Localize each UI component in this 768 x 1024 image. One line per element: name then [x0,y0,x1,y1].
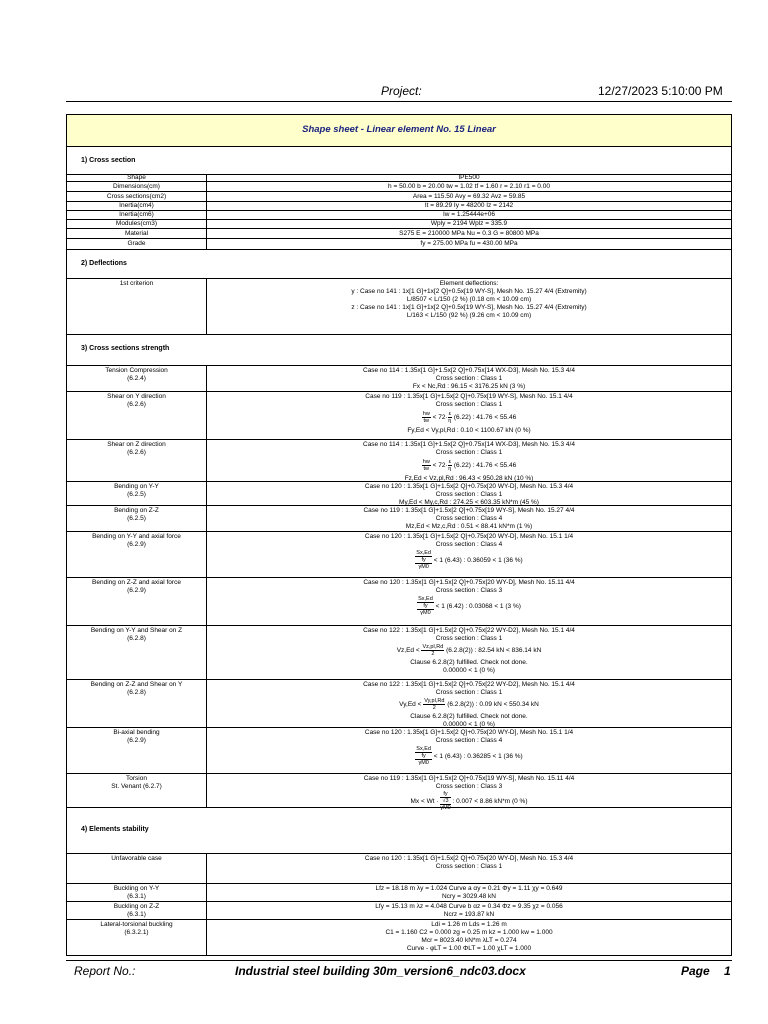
table-row [67,392,731,440]
row-label-ref: (6.2.8) [127,689,146,696]
shear-formula [207,697,731,713]
fraction-numerator: Sx,Ed [416,550,431,557]
document-name: Industrial steel building 30m_version6_ndc03.docx [235,964,526,978]
row-value [207,506,731,531]
row-label: Material [67,229,207,238]
row-value: It = 89.29 Iy = 48200 Iz = 2142 [424,202,514,209]
table-row [67,920,731,956]
row-label-line: Lateral-torsional buckling [100,921,173,928]
row-label-ref: (6.2.6) [127,449,146,456]
stability-line: Case no 120 : 1.35x[1 G]+1.5x[2 Q]+0.75x[20 WY-D], Mesh No. 15.3 4/4 [364,855,574,862]
row-label-line: Bending on Z-Z and Shear on Y [90,681,183,688]
formula-result: (6.22) : 41.76 < 55.46 [453,462,517,469]
footer-rule [66,960,732,961]
deflections-table [67,279,731,335]
section-heading: 2) Deflections [81,260,127,267]
row-label-line: Bending on Y-Y and Shear on Z [90,627,183,634]
section-class: Cross section : Class 4 [435,737,503,744]
sheet-title-bar [67,115,731,147]
row-value: IPE500 [458,174,480,181]
row-label: Modules(cm3) [67,220,207,228]
row-label-ref: (6.3.2.1) [124,929,149,936]
fraction-numerator: ε [448,458,452,465]
table-row [67,440,731,482]
fraction-denominator: η [448,465,452,472]
row-value: Area = 115.50 Avy = 69.32 Avz = 59.85 [412,193,526,200]
row-label-ref: (6.2.5) [127,515,146,522]
header-rule [66,101,732,102]
table-row [67,902,731,920]
formula-lead: Vy,Ed < [399,701,422,708]
deflection-line: y : Case no 141 : 1x[1 G]+1x[2 Q]+0.5x[19 WY-S], Mesh No. 15.27 4/4 (Extremity) [351,288,587,295]
table-row [67,884,731,902]
deflection-line: L/8507 < L/150 (2 %) (0.18 cm < 10.09 cm) [406,296,532,303]
row-value [207,366,731,391]
table-row [67,532,731,578]
check-result: Fx < Nc,Rd : 96.15 < 3176.25 kN (3 %) [412,383,526,390]
slenderness-formula [207,457,731,475]
page-number: 1 [724,964,731,978]
load-case: Case no 119 : 1.35x[1 G]+1.5x[2 Q]+0.75x[19 WY-S], Mesh No. 15.11 4/4 [363,775,575,782]
formula-operator: < 72· [432,462,448,469]
section-heading: 1) Cross section [81,157,136,164]
check-result: Mz,Ed < Mz,c,Rd : 0.51 < 88.41 kN*m (1 %) [405,523,533,530]
stress-formula [207,595,731,619]
row-value: S275 E = 210000 MPa Nu = 0.3 G = 80800 MPa [399,230,539,237]
row-value [207,578,731,625]
fraction [422,459,431,472]
formula-result: (6.2.8(2)) : 0.09 kN < 550.34 kN [447,701,539,708]
stress-formula [207,549,731,573]
check-ratio: 0.00000 < 1 (0 %) [443,721,495,728]
table-row [67,728,731,774]
fraction-denominator: 2 [432,704,436,711]
stability-line: Lfz = 18.18 m λy = 1.024 Curve a αy = 0.21 Φy = 1.11 χy = 0.649 [375,885,563,892]
section-class: Cross section : Class 3 [435,587,503,594]
check-result: Fz,Ed < Vz,pl,Rd : 96.43 < 950.28 kN (10 %) [404,475,534,482]
load-case: Case no 119 : 1.35x[1 G]+1.5x[2 Q]+0.75x[19 WY-S], Mesh No. 15.1 4/4 [365,393,573,400]
load-case: Case no 114 : 1.35x[1 G]+1.5x[2 Q]+0.75x[14 WX-D3], Mesh No. 15.3 4/4 [363,367,575,374]
section-heading: 4) Elements stability [81,826,149,833]
row-value [207,680,731,727]
fraction-denominator: γM0 [440,805,451,812]
row-label [67,854,207,883]
load-case: Case no 120 : 1.35x[1 G]+1.5x[2 Q]+0.75x[20 WY-D], Mesh No. 15.3 4/4 [364,483,574,490]
row-label-ref: (6.2.4) [127,375,146,382]
row-label [67,626,207,679]
row-label-line: Buckling on Y-Y [113,885,160,892]
row-label-ref: (6.2.8) [127,635,146,642]
row-label-ref: (6.3.1) [127,893,146,900]
row-label-ref: St. Venant (6.2.7) [111,783,162,790]
row-label-line: Buckling on Z-Z [113,903,160,910]
section-header-strength [67,335,731,366]
row-label: Shape [67,175,207,181]
fraction-numerator: hw [422,458,430,465]
row-label [67,728,207,773]
row-value [207,482,731,505]
table-row [67,211,731,220]
stability-line: Cross section : Class 1 [435,863,503,870]
row-label [67,366,207,391]
row-label-line: Shear on Z direction [107,441,166,448]
fraction-numerator: fy [440,791,450,798]
fraction [422,411,431,424]
table-row [67,774,731,812]
section-heading: 3) Cross sections strength [81,345,170,352]
row-value [207,902,731,919]
section-class: Cross section : Class 4 [435,515,503,522]
row-label-line: Bending on Z-Z [114,507,159,514]
section-class: Cross section : Class 4 [435,541,503,548]
check-note: Clause 6.2.8(2) fulfilled. Check not done. [410,659,528,666]
row-label-ref: (6.3.1) [127,911,146,918]
deflection-values [207,279,731,335]
fraction-numerator: hw [422,410,430,417]
check-note: Clause 6.2.8(2) fulfilled. Check not done. [410,713,528,720]
section-class: Cross section : Class 1 [435,375,503,382]
section-header-cross-section [67,147,731,175]
row-label [67,884,207,901]
row-label [67,578,207,625]
fraction [448,411,452,424]
fraction-middle: fy [415,753,432,760]
page-label: Page [681,964,710,978]
table-row [67,229,731,239]
formula-result: (6.2.8(2)) : 82.54 kN < 836.14 kN [446,647,542,654]
fraction-denominator: tw [423,417,430,424]
deflection-line: Element deflections: [439,280,499,287]
row-value: Wply = 2194 Wplz = 335.9 [430,220,508,227]
row-label [67,774,207,808]
row-label-line: Tension Compression [105,367,168,374]
row-label-line: Bending on Z-Z and axial force [92,579,181,586]
stability-line: C1 = 1.160 C2 = 0.000 zg = 0.25 m kz = 1.000 kw = 1.000 [385,929,553,936]
row-label-line: Bending on Y-Y [114,483,159,490]
row-label [67,506,207,531]
strength-table [67,366,731,812]
table-row [67,192,731,202]
row-label [67,920,207,956]
row-label [67,680,207,727]
fraction-middle: fy [417,603,434,610]
table-row [67,482,731,506]
row-value [207,728,731,773]
row-label-line: Bi-axial bending [113,729,160,736]
section-class: Cross section : Class 3 [435,783,503,790]
row-label-ref: (6.2.9) [127,541,146,548]
row-value: Iw = 1.25444e+06 [442,211,496,218]
formula-result: (6.22) : 41.76 < 55.46 [453,414,517,421]
row-value [207,854,731,883]
table-row [67,680,731,728]
section-class: Cross section : Class 1 [435,491,503,498]
slenderness-formula [207,409,731,427]
load-case: Case no 120 : 1.35x[1 G]+1.5x[2 Q]+0.75x[20 WY-D], Mesh No. 15.1 1/4 [364,533,574,540]
header-datetime: 12/27/2023 5:10:00 PM [598,84,723,98]
row-label-line: Torsion [126,775,147,782]
row-label-ref: (6.2.5) [127,491,146,498]
row-label [67,440,207,481]
fraction-denominator: η [448,417,452,424]
load-case: Case no 122 : 1.35x[1 G]+1.5x[2 Q]+0.75x[22 WY-D2], Mesh No. 15.1 4/4 [363,627,575,634]
formula-result: : 0.007 < 8.86 kN*m (0 %) [452,798,528,805]
row-value [207,392,731,439]
row-label-line: Bending on Y-Y and axial force [92,533,181,540]
row-value: fy = 275.00 MPa fu = 430.00 MPa [420,240,518,247]
section-header-deflections [67,250,731,279]
fraction [417,596,434,616]
formula-lead: Mx < Wt · [410,798,439,805]
row-value [207,626,731,679]
fraction-numerator: Vz,pl,Rd [422,643,444,650]
formula-operator: < 72· [432,414,448,421]
row-value [207,884,731,901]
fraction-denominator: γM0 [420,610,431,617]
deflection-line: L/163 < L/150 (92 %) (9.26 cm < 10.09 cm) [406,312,532,319]
row-label: Inertia(cm6) [67,211,207,219]
row-label: Dimensions(cm) [67,182,207,191]
fraction-numerator: Sx,Ed [416,746,431,753]
fraction-middle: fy [415,557,432,564]
row-label [67,902,207,919]
fraction-numerator: Sx,Ed [418,596,433,603]
row-label-line: Shear on Y direction [107,393,166,400]
fraction [421,644,444,657]
fraction-sqrt: √3 [440,798,450,805]
fraction [415,550,432,570]
section-class: Cross section : Class 1 [435,635,503,642]
row-value [207,532,731,577]
table-row [67,854,731,884]
section-class: Cross section : Class 1 [435,689,503,696]
table-row [67,506,731,532]
table-row [67,175,731,182]
fraction-denominator: tw [423,465,430,472]
stability-line: Ncrz = 193.87 kN [443,911,495,918]
row-label: 1st criterion [67,279,207,335]
report-label: Report No.: [74,964,136,978]
load-case: Case no 120 : 1.35x[1 G]+1.5x[2 Q]+0.75x[20 WY-D], Mesh No. 15.1 1/4 [364,729,574,736]
row-value [207,920,731,956]
row-label-ref: (6.2.6) [127,401,146,408]
fraction-numerator: ε [448,410,452,417]
shape-sheet [66,114,732,956]
row-value [207,440,731,481]
table-row [67,366,731,392]
row-label [67,392,207,439]
project-label: Project: [381,84,422,98]
sheet-title: Shape sheet - Linear element No. 15 Linear [302,124,496,135]
row-label-ref: (6.2.9) [127,737,146,744]
formula-result: < 1 (6.43) : 0.36285 < 1 (36 %) [433,753,523,760]
check-result: My,Ed < My,c,Rd : 274.25 < 603.35 kN*m (45 %) [399,499,539,506]
row-label: Grade [67,239,207,250]
table-row [67,220,731,229]
check-ratio: 0.00000 < 1 (0 %) [443,667,495,674]
fraction-denominator: 2 [431,650,435,657]
load-case: Case no 122 : 1.35x[1 G]+1.5x[2 Q]+0.75x[22 WY-D2], Mesh No. 15.1 4/4 [363,681,575,688]
section-header-stability [67,808,731,854]
row-label: Inertia(cm4) [67,202,207,210]
formula-result: < 1 (6.43) : 0.36059 < 1 (36 %) [433,557,523,564]
stability-line: Mcr = 8023.40 kN*m λLT = 0.274 [421,937,517,944]
page-footer [0,964,768,980]
load-case: Case no 119 : 1.35x[1 G]+1.5x[2 Q]+0.75x[19 WY-S], Mesh No. 15.27 4/4 [363,507,575,514]
row-label [67,532,207,577]
fraction [415,746,432,766]
table-row [67,182,731,192]
table-row [67,239,731,250]
table-row [67,202,731,211]
table-row [67,626,731,680]
fraction-denominator: γM0 [418,564,429,571]
page-header [0,84,768,100]
stability-line: Curve - φLT = 1.00 ΦLT = 1.00 χLT = 1.000 [406,945,532,952]
stability-table [67,854,731,956]
fraction [448,459,452,472]
stability-line: Lfy = 15.13 m λz = 4.048 Curve b αz = 0.34 Φz = 9.35 χz = 0.056 [375,903,563,910]
row-value: h = 50.00 b = 20.00 tw = 1.02 tf = 1.60 r = 2.10 r1 = 0.00 [388,183,550,190]
section-class: Cross section : Class 1 [435,449,503,456]
row-label-line: Unfavorable case [111,855,162,862]
table-row [67,578,731,626]
stability-line: Ldi = 1.26 m Lds = 1.26 m [431,921,507,928]
row-label: Cross sections(cm2) [67,192,207,201]
formula-lead: Vz,Ed < [396,647,420,654]
stress-formula [207,745,731,769]
cross-section-table [67,175,731,250]
shear-formula [207,643,731,659]
check-result: Fy,Ed < Vy,pl,Rd : 0.10 < 1100.67 kN (0 %) [407,427,531,434]
load-case: Case no 120 : 1.35x[1 G]+1.5x[2 Q]+0.75x[20 WY-D], Mesh No. 15.11 4/4 [363,579,575,586]
table-row [67,279,731,335]
row-label [67,482,207,505]
stability-line: Ncry = 3029.48 kN [441,893,496,900]
deflection-line: z : Case no 141 : 1x[1 G]+1x[2 Q]+0.5x[19 WY-S], Mesh No. 15.27 4/4 (Extremity) [351,304,587,311]
load-case: Case no 114 : 1.35x[1 G]+1.5x[2 Q]+0.75x[14 WX-D3], Mesh No. 15.3 4/4 [363,441,575,448]
row-value [207,774,731,812]
fraction-numerator: Vy,pl,Rd [424,697,445,704]
fraction [423,698,445,711]
fraction-denominator: γM0 [418,760,429,767]
formula-result: < 1 (6.42) : 0.03068 < 1 (3 %) [435,603,521,610]
section-class: Cross section : Class 1 [435,401,503,408]
row-label-ref: (6.2.9) [127,587,146,594]
